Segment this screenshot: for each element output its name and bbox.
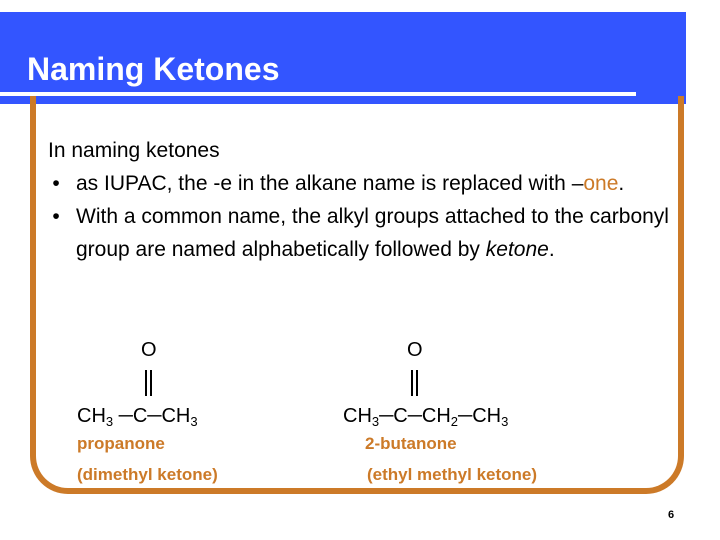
- propanone-common-name: (dimethyl ketone): [77, 465, 218, 484]
- bullet-common: [48, 200, 688, 266]
- title-bar-notch: [686, 12, 720, 104]
- page-number: 6: [668, 509, 675, 521]
- butanone-common-name: (ethyl methyl ketone): [367, 465, 538, 484]
- bullet-iupac: [48, 167, 688, 200]
- propanone-iupac-name: propanone: [77, 434, 165, 453]
- butanone-oxygen: O: [407, 339, 423, 361]
- butanone-formula: $CH_3─C─CH_2─CH_3$: [343, 405, 509, 429]
- slide-title: Naming Ketones: [27, 51, 280, 87]
- propanone-formula: $CH_3$ $─C─CH_3$: [77, 405, 198, 429]
- ketone-word: ketone: [485, 238, 549, 261]
- slide-body: [48, 134, 688, 266]
- intro-text: In naming ketones: [48, 139, 220, 162]
- propanone-double-bond: [145, 370, 152, 396]
- bullet-iupac-end: .: [618, 172, 625, 195]
- bullet-common-text: With a common name, the alkyl groups attached to the carbonyl group are named alphabetically followed by: [76, 205, 669, 261]
- bullet-marker: •: [52, 172, 60, 195]
- butanone-double-bond: [411, 370, 418, 396]
- suffix-one: one: [583, 172, 619, 195]
- bullet-marker: •: [52, 205, 60, 228]
- bullet-common-end: .: [548, 238, 555, 261]
- butanone-iupac-name: 2-butanone: [365, 434, 457, 453]
- propanone-oxygen: O: [141, 339, 157, 361]
- bullet-iupac-text: as IUPAC, the -e in the alkane name is replaced with –: [76, 172, 584, 195]
